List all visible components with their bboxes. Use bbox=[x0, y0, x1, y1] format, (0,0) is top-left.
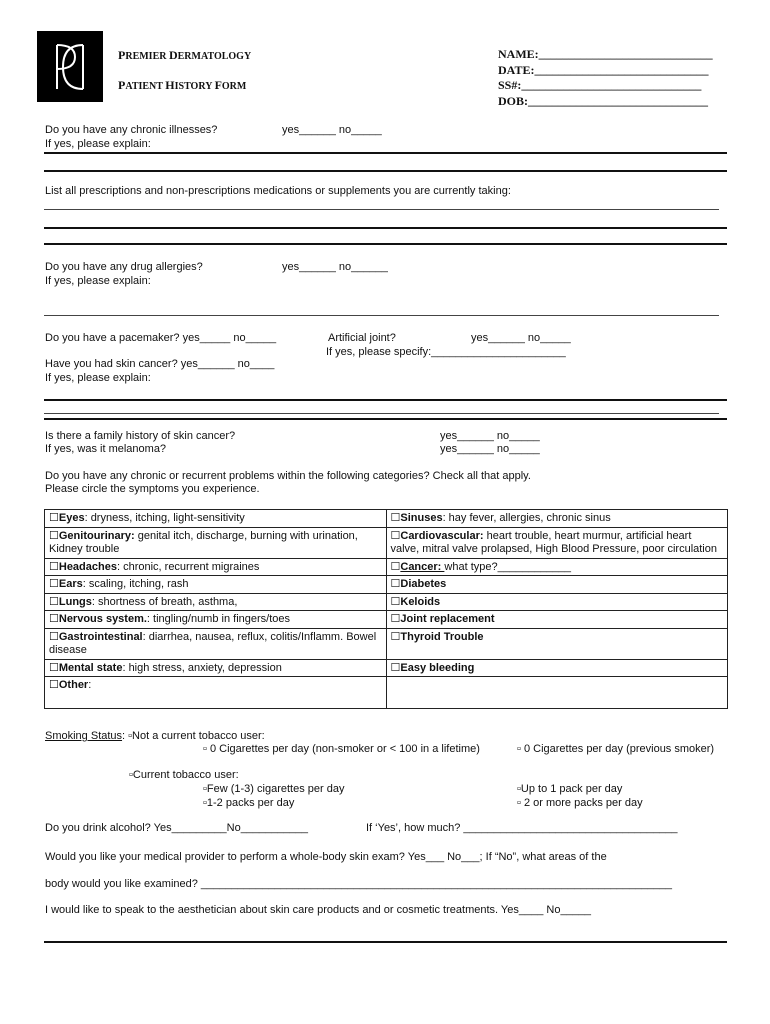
divider bbox=[44, 170, 727, 172]
chronic-illness-explain: If yes, please explain: bbox=[45, 138, 151, 150]
pacemaker-question[interactable]: Do you have a pacemaker? yes_____ no_____ bbox=[45, 332, 277, 344]
lungs-option[interactable]: ☐Lungs: shortness of breath, asthma, bbox=[45, 593, 387, 611]
easy-bleeding-option[interactable]: ☐Easy bleeding bbox=[386, 659, 728, 677]
cancer-option[interactable]: ☐Cancer: what type?____________ bbox=[386, 558, 728, 576]
allergies-question: Do you have any drug allergies? bbox=[45, 261, 203, 273]
divider bbox=[44, 941, 727, 943]
allergies-explain: If yes, please explain: bbox=[45, 275, 151, 287]
zero-nonsmoker-option[interactable]: ▫ 0 Cigarettes per day (non-smoker or < 100 in a lifetime) bbox=[203, 743, 480, 755]
ears-option[interactable]: ☐Ears: scaling, itching, rash bbox=[45, 576, 387, 594]
form-title: PATIENT HISTORY FORM bbox=[118, 78, 247, 92]
genitourinary-option[interactable]: ☐Genitourinary: genital itch, discharge, burning with urination, Kidney trouble bbox=[45, 527, 387, 558]
name-field[interactable]: NAME:_____________________________ bbox=[498, 47, 713, 61]
circle-instruction: Please circle the symptoms you experience. bbox=[45, 483, 260, 495]
practice-name: PREMIER DERMATOLOGY bbox=[118, 48, 252, 62]
table-row bbox=[45, 510, 728, 528]
two-or-more-packs-option[interactable]: ▫ 2 or more packs per day bbox=[517, 797, 643, 809]
table-row bbox=[45, 659, 728, 677]
chronic-illness-question: Do you have any chronic illnesses? bbox=[45, 124, 218, 136]
table-row bbox=[45, 628, 728, 659]
up-to-one-pack-option[interactable]: ▫Up to 1 pack per day bbox=[517, 783, 623, 795]
patient-info-fields bbox=[498, 47, 713, 109]
practice-logo bbox=[37, 31, 103, 102]
joint-replacement-option[interactable]: ☐Joint replacement bbox=[386, 611, 728, 629]
aesthetician-question[interactable]: I would like to speak to the aesthetician about skin care products and or cosmetic treatments. Yes____ No_____ bbox=[45, 904, 592, 916]
nervous-system-option[interactable]: ☐Nervous system.: tingling/numb in fingers/toes bbox=[45, 611, 387, 629]
not-current-user-option[interactable]: : ▫Not a current tobacco user: bbox=[122, 730, 265, 742]
skin-exam-areas[interactable]: body would you like examined? _____________________________________________________________________________ bbox=[45, 878, 672, 890]
other-option[interactable]: ☐Other: bbox=[45, 677, 387, 709]
allergies-yesno[interactable]: yes______ no______ bbox=[282, 261, 388, 273]
divider bbox=[44, 243, 727, 245]
ssn-field[interactable]: SS#:______________________________ bbox=[498, 78, 702, 92]
divider bbox=[44, 418, 727, 420]
family-history-question: Is there a family history of skin cancer? bbox=[45, 430, 236, 442]
keloids-option[interactable]: ☐Keloids bbox=[386, 593, 728, 611]
artificial-joint-question: Artificial joint? bbox=[328, 332, 396, 344]
few-cigarettes-option[interactable]: ▫Few (1-3) cigarettes per day bbox=[203, 783, 345, 795]
answer-line[interactable] bbox=[44, 413, 719, 414]
mental-state-option[interactable]: ☐Mental state: high stress, anxiety, depression bbox=[45, 659, 387, 677]
table-row bbox=[45, 593, 728, 611]
table-row bbox=[45, 527, 728, 558]
empty-cell bbox=[386, 677, 728, 709]
table-row bbox=[45, 677, 728, 709]
cardiovascular-option[interactable]: ☐Cardiovascular: heart trouble, heart murmur, artificial heart valve, mitral valve prolapsed, High Blood Pressure, poor circulation bbox=[386, 527, 728, 558]
family-history-yesno[interactable]: yes______ no_____ bbox=[440, 430, 540, 442]
symptoms-table bbox=[44, 509, 728, 709]
one-two-packs-option[interactable]: ▫1-2 packs per day bbox=[203, 797, 295, 809]
divider bbox=[44, 227, 727, 229]
artificial-joint-specify[interactable]: If yes, please specify:______________________ bbox=[326, 346, 566, 358]
table-row bbox=[45, 611, 728, 629]
thyroid-option[interactable]: ☐Thyroid Trouble bbox=[386, 628, 728, 659]
headaches-option[interactable]: ☐Headaches: chronic, recurrent migraines bbox=[45, 558, 387, 576]
skin-cancer-explain: If yes, please explain: bbox=[45, 372, 151, 384]
alcohol-amount[interactable]: If ‘Yes’, how much? ___________________________________ bbox=[366, 822, 678, 834]
answer-line[interactable] bbox=[44, 315, 719, 316]
artificial-joint-yesno[interactable]: yes______ no_____ bbox=[471, 332, 571, 344]
table-row bbox=[45, 558, 728, 576]
gastrointestinal-option[interactable]: ☐Gastrointestinal: diarrhea, nausea, reflux, colitis/Inflamm. Bowel disease bbox=[45, 628, 387, 659]
alcohol-question[interactable]: Do you drink alcohol? Yes_________No___________ bbox=[45, 822, 309, 834]
medications-question: List all prescriptions and non-prescriptions medications or supplements you are currently taking: bbox=[45, 185, 511, 197]
table-row bbox=[45, 576, 728, 594]
sinuses-option[interactable]: ☐Sinuses: hay fever, allergies, chronic sinus bbox=[386, 510, 728, 528]
answer-line[interactable] bbox=[44, 209, 719, 210]
chronic-illness-yesno[interactable]: yes______ no_____ bbox=[282, 124, 382, 136]
smoking-status-label: Smoking Status bbox=[45, 730, 123, 742]
current-user-option[interactable]: ▫Current tobacco user: bbox=[129, 769, 239, 781]
dob-field[interactable]: DOB:______________________________ bbox=[498, 93, 708, 108]
melanoma-question: If yes, was it melanoma? bbox=[45, 443, 167, 455]
date-field[interactable]: DATE:_____________________________ bbox=[498, 62, 709, 77]
divider bbox=[44, 399, 727, 401]
skin-cancer-question[interactable]: Have you had skin cancer? yes______ no____ bbox=[45, 358, 275, 370]
divider bbox=[44, 152, 727, 154]
zero-previous-smoker-option[interactable]: ▫ 0 Cigarettes per day (previous smoker) bbox=[517, 743, 715, 755]
melanoma-yesno[interactable]: yes______ no_____ bbox=[440, 443, 540, 455]
logo-monogram-icon bbox=[37, 31, 103, 102]
eyes-option[interactable]: ☐Eyes: dryness, itching, light-sensitivity bbox=[45, 510, 387, 528]
smoking-status bbox=[45, 730, 265, 742]
categories-instruction: Do you have any chronic or recurrent problems within the following categories? Check all that apply. bbox=[45, 470, 531, 482]
diabetes-option[interactable]: ☐Diabetes bbox=[386, 576, 728, 594]
skin-exam-question[interactable]: Would you like your medical provider to perform a whole-body skin exam? Yes___ No___; If “No”, what areas of the bbox=[45, 851, 607, 863]
